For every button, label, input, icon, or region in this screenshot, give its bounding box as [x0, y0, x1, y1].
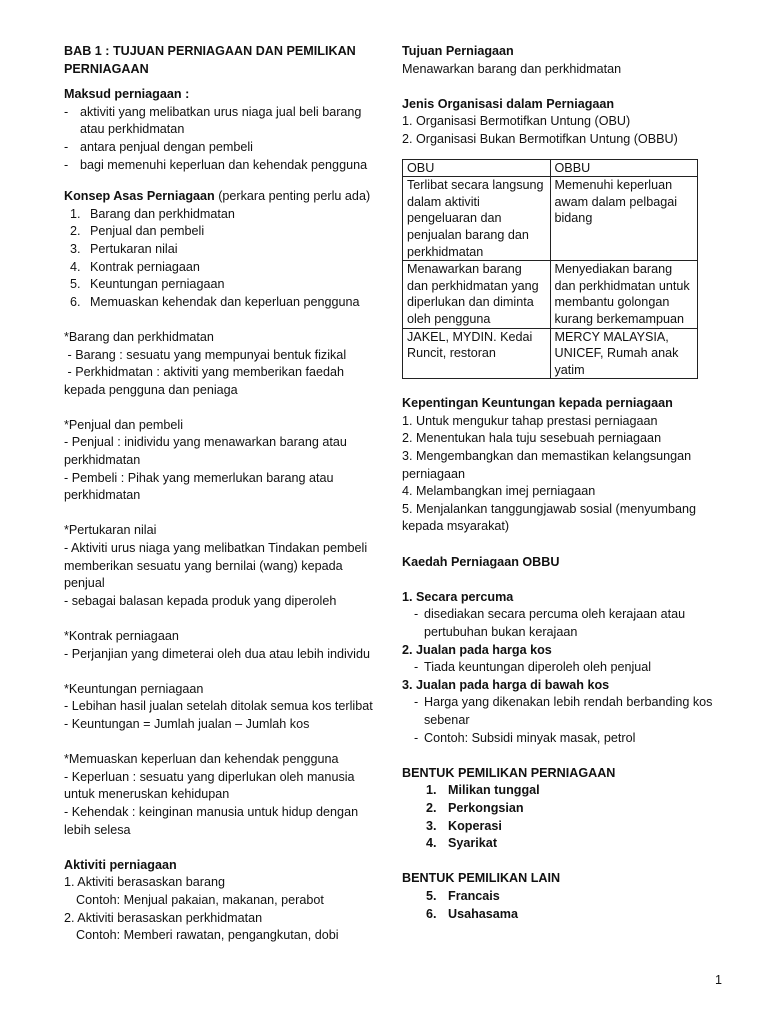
table-row [403, 328, 698, 379]
list-item: - bagi memenuhi keperluan dan kehendak pengguna [64, 157, 368, 172]
list-item: 5. Keuntungan perniagaan [70, 277, 225, 292]
list-item: 6. Usahasama [426, 906, 519, 921]
list-item: - Tiada keuntungan diperoleh oleh penjual [414, 660, 652, 675]
keuntungan-section: *Keuntungan perniagaan - Lebihan hasil jualan setelah ditolak semua kos terlibat - Keuntungan = Jumlah jualan – Jumlah kos [64, 681, 373, 731]
kaedah-section: Kaedah Perniagaan OBBU 1. Secara percuma - disediakan secara percuma oleh kerajaan atau pertubuhan bukan kerajaan 2. Jualan pada harga kos - Tiada keuntungan diperoleh oleh penjual 3. Jualan pada harga di bawah kos - Harga yang dikenakan lebih rendah berbanding kos sebenar - Contoh: Subsidi minyak masak, petrol [402, 554, 732, 748]
list-item: 1. Barang dan perkhidmatan [70, 206, 235, 221]
left-column [64, 43, 386, 945]
table-row [403, 177, 698, 261]
table-header-row [403, 159, 698, 177]
list-item: - Contoh: Subsidi minyak masak, petrol [414, 730, 636, 745]
bentuk-section: BENTUK PEMILIKAN PERNIAGAAN 1. Milikan tunggal 2. Perkongsian 3. Koperasi 4. Syarikat [402, 765, 732, 853]
list-item: 5. Francais [426, 888, 500, 903]
maksud-title: Maksud perniagaan : [64, 87, 190, 102]
konsep-title: Konsep Asas Perniagaan (perkara penting perlu ada) [64, 189, 371, 204]
aktiviti-section: Aktiviti perniagaan 1. Aktiviti berasaskan barang Contoh: Menjual pakaian, makanan, perabot 2. Aktiviti berasaskan perkhidmatan Contoh: Memberi rawatan, pengangkutan, dobi [64, 857, 339, 943]
bentuk-lain-section: BENTUK PEMILIKAN LAIN 5. Francais 6. Usahasama [402, 870, 732, 923]
table-cell: MERCY MALAYSIA, UNICEF, Rumah anak yatim [550, 328, 698, 379]
list-item: - disediakan secara percuma oleh kerajaan atau pertubuhan bukan kerajaan [414, 607, 686, 639]
jenis-section: Jenis Organisasi dalam Perniagaan 1. Organisasi Bermotifkan Untung (OBU) 2. Organisasi Bukan Bermotifkan Untung (OBBU) [402, 96, 678, 146]
list-item: 2. Penjual dan pembeli [70, 224, 205, 239]
list-item: 1. Milikan tunggal [426, 783, 540, 798]
list-item: 4. Kontrak perniagaan [70, 259, 200, 274]
barang-section: *Barang dan perkhidmatan - Barang : sesuatu yang mempunyai bentuk fizikal - Perkhidmatan : aktiviti yang memberikan faedah kepada pengguna dan peniaga [64, 329, 348, 397]
list-item: 6. Memuaskan kehendak dan keperluan pengguna [70, 294, 360, 309]
kontrak-section: *Kontrak perniagaan - Perjanjian yang dimeterai oleh dua atau lebih individu [64, 629, 370, 661]
tujuan-section: Tujuan Perniagaan Menawarkan barang dan perkhidmatan [402, 44, 622, 76]
penjual-section: *Penjual dan pembeli - Penjual : inidividu yang menawarkan barang atau perkhidmatan - Pembeli : Pihak yang memerlukan barang atau perkhidmatan [64, 417, 347, 503]
table-cell: JAKEL, MYDIN. Kedai Runcit, restoran [403, 328, 551, 379]
list-item: - antara penjual dengan pembeli [64, 139, 253, 154]
pertukaran-section: *Pertukaran nilai - Aktiviti urus niaga yang melibatkan Tindakan pembeli memberikan sesuatu yang bernilai (wang) kepada penjual - sebagai balasan kepada produk yang diperoleh [64, 523, 368, 608]
right-column [402, 43, 732, 923]
page-number: 1 [714, 973, 722, 988]
table-cell: Menyediakan barang dan perkhidmatan untuk membantu golongan kurang berkemampuan [550, 261, 698, 328]
maksud-list [64, 104, 386, 174]
list-item: 2. Perkongsian [426, 800, 524, 815]
memuaskan-section: *Memuaskan keperluan dan kehendak pengguna - Keperluan : sesuatu yang diperlukan oleh manusia untuk meneruskan kehidupan - Kehendak : keinginan manusia untuk hidup dengan lebih selesa [64, 752, 359, 837]
table-header-obbu: OBBU [550, 159, 698, 177]
kepentingan-section: Kepentingan Keuntungan kepada perniagaan 1. Untuk mengukur tahap prestasi perniagaan 2. Menentukan hala tuju sesebuah perniagaan 3. Mengembangkan dan memastikan kelangsungan perniagaan 4. Melambangkan imej perniagaan 5. Menjalankan tanggungjawab sosial (menyumbang kepada msyarakat) [402, 396, 697, 534]
obu-obbu-table [402, 159, 698, 380]
table-cell: Terlibat secara langsung dalam aktiviti pengeluaran dan penjualan barang dan perkhidmatan [403, 177, 551, 261]
chapter-heading: BAB 1 : TUJUAN PERNIAGAAN DAN PEMILIKAN PERNIAGAAN [64, 44, 356, 76]
list-item: 3. Koperasi [426, 818, 502, 833]
table-row [403, 261, 698, 328]
list-item: 4. Syarikat [426, 836, 498, 851]
list-item: - Harga yang dikenakan lebih rendah berbanding kos sebenar [414, 695, 713, 727]
table-header-obu: OBU [403, 159, 551, 177]
list-item: - aktiviti yang melibatkan urus niaga jual beli barang atau perkhidmatan [64, 104, 362, 137]
list-item: 3. Pertukaran nilai [70, 241, 178, 256]
table-cell: Menawarkan barang dan perkhidmatan yang diperlukan dan diminta oleh pengguna [403, 261, 551, 328]
table-cell: Memenuhi keperluan awam dalam pelbagai bidang [550, 177, 698, 261]
konsep-list [64, 206, 386, 312]
